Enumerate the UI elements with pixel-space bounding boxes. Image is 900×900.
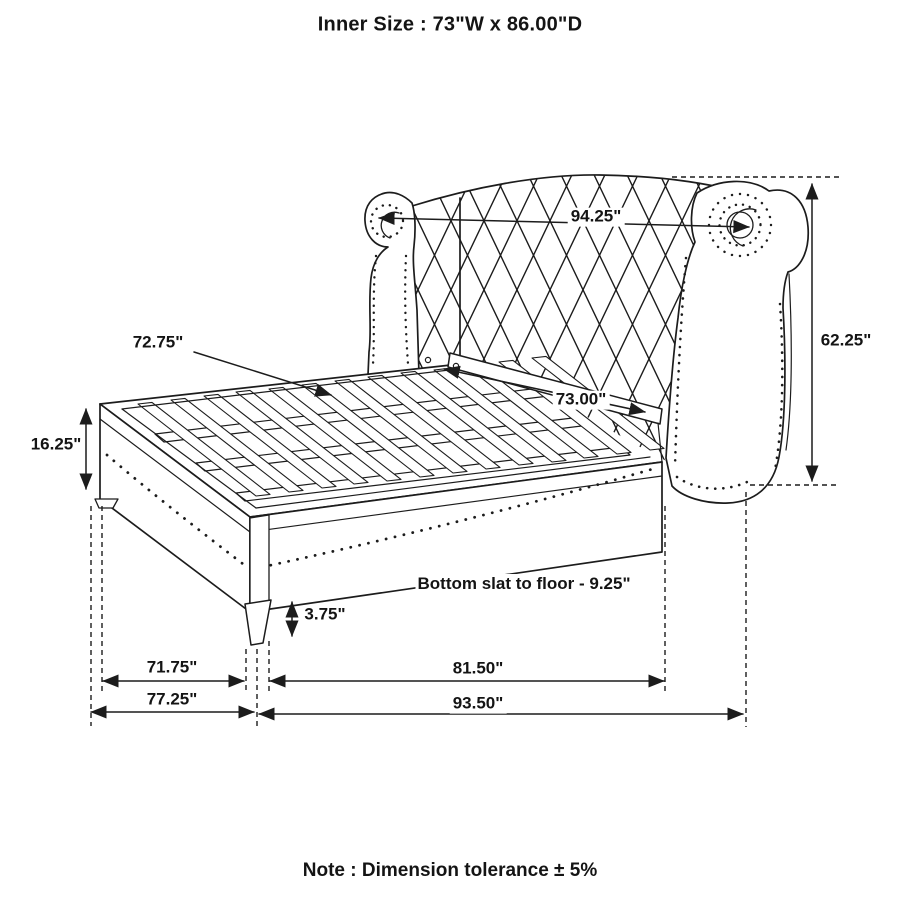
dim-foot-width-inner: 71.75" — [144, 659, 201, 678]
dim-inner-width: 73.00" — [553, 391, 610, 410]
dim-frame-depth: 81.50" — [450, 660, 507, 679]
dim-leg-height: 3.75" — [301, 606, 348, 625]
headboard-left-wing — [365, 192, 419, 375]
tolerance-note: Note : Dimension tolerance ± 5% — [302, 860, 598, 881]
dim-headboard-height: 62.25" — [818, 332, 875, 351]
dim-foot-width-outer: 77.25" — [144, 691, 201, 710]
dim-slat-length: 72.75" — [130, 334, 187, 353]
dim-overall-depth: 93.50" — [450, 695, 507, 714]
dim-frame-height: 16.25" — [28, 436, 85, 455]
page-title: Inner Size : 73"W x 86.00"D — [317, 13, 583, 36]
dim-headboard-width: 94.25" — [568, 208, 625, 227]
bottom-slat-annotation: Bottom slat to floor - 9.25" — [417, 574, 631, 593]
